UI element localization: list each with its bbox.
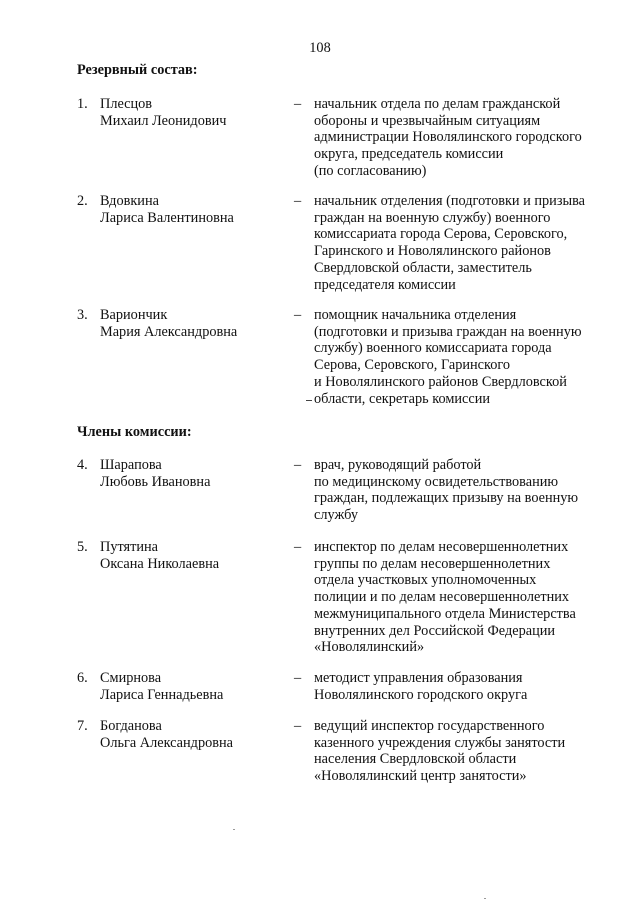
- position-line: помощник начальника отделения: [314, 307, 517, 323]
- position-line: полиции и по делам несовершеннолетних: [314, 589, 570, 606]
- dash-separator: –: [294, 718, 302, 734]
- given-names: Мария Александровна: [100, 323, 238, 340]
- member-position: [314, 718, 607, 785]
- position-line: Новолялинского городского округа: [314, 686, 528, 703]
- position-line: ведущий инспектор государственного: [314, 718, 545, 734]
- page-number: 108: [309, 40, 331, 56]
- member-name: [100, 96, 290, 129]
- item-number: 3.: [77, 307, 88, 323]
- position-line: Гаринского и Новолялинского районов: [314, 243, 551, 260]
- position-line: по медицинскому освидетельствованию: [314, 473, 559, 490]
- surname: Вариончик: [100, 307, 168, 323]
- given-names: Любовь Ивановна: [100, 473, 211, 490]
- position-line: председателя комиссии: [314, 276, 456, 293]
- position-line: отдела участковых уполномоченных: [314, 572, 537, 589]
- position-line: инспектор по делам несовершеннолетних: [314, 539, 569, 555]
- position-line: Свердловской области, заместитель: [314, 259, 532, 276]
- item-number: 4.: [77, 457, 88, 473]
- item-number: 5.: [77, 539, 88, 555]
- position-line: группы по делам несовершеннолетних: [314, 555, 551, 572]
- position-line: и Новолялинского районов Свердловской: [314, 373, 567, 390]
- member-name: [100, 718, 290, 751]
- member-name: [100, 193, 290, 226]
- position-line: методист управления образования: [314, 670, 523, 686]
- position-line: «Новолялинский центр занятости»: [314, 768, 527, 785]
- item-number: 6.: [77, 670, 88, 686]
- dash-separator: –: [294, 96, 302, 112]
- item-number: 7.: [77, 718, 88, 734]
- dash-separator: –: [294, 670, 302, 686]
- position-line: округа, председатель комиссии: [314, 146, 504, 163]
- surname: Путятина: [100, 539, 159, 555]
- section-heading-members: Члены комиссии:: [77, 424, 192, 440]
- position-line: врач, руководящий работой: [314, 457, 482, 473]
- given-names: Лариса Геннадьевна: [100, 686, 224, 703]
- position-line: комиссариата города Серова, Серовского,: [314, 226, 568, 243]
- section-heading-reserve: Резервный состав:: [77, 62, 198, 78]
- dash-separator: –: [294, 457, 302, 473]
- position-line: обороны и чрезвычайным ситуациям: [314, 112, 541, 129]
- member-position: [314, 193, 607, 293]
- position-line: (по согласованию): [314, 162, 427, 179]
- dash-separator: –: [294, 307, 302, 323]
- member-name: [100, 457, 290, 490]
- item-number: 1.: [77, 96, 88, 112]
- surname: Плесцов: [100, 96, 153, 112]
- position-line: службу) военного комиссариата города: [314, 340, 552, 357]
- member-position: [314, 670, 607, 703]
- position-line: граждан на военную службу) военного: [314, 209, 551, 226]
- member-name: [100, 670, 290, 703]
- member-position: [314, 539, 607, 656]
- given-names: Лариса Валентиновна: [100, 209, 234, 226]
- position-line: внутренних дел Российской Федерации: [314, 622, 556, 639]
- given-names: Ольга Александровна: [100, 734, 233, 751]
- position-line: межмуниципального отдела Министерства: [314, 605, 576, 622]
- member-position: [314, 96, 607, 180]
- position-line: «Новолялинский»: [314, 639, 425, 656]
- member-position: [314, 457, 607, 524]
- position-line: казенного учреждения службы занятости: [314, 734, 566, 751]
- member-name: [100, 539, 290, 572]
- member-position: [314, 307, 607, 407]
- position-line: граждан, подлежащих призыву на военную: [314, 490, 579, 507]
- member-name: [100, 307, 290, 340]
- item-number: 2.: [77, 193, 88, 209]
- surname: Шарапова: [100, 457, 162, 473]
- position-line: (подготовки и призыва граждан на военную: [314, 323, 582, 340]
- position-line: начальник отдела по делам гражданской: [314, 96, 561, 112]
- dash-separator: –: [294, 193, 302, 209]
- position-line: области, секретарь комиссии: [314, 391, 607, 408]
- position-line: администрации Новолялинского городского: [314, 129, 582, 146]
- given-names: Михаил Леонидович: [100, 112, 227, 129]
- position-line: начальник отделения (подготовки и призыва: [314, 193, 585, 209]
- scan-speck: [484, 898, 486, 899]
- surname: Вдовкина: [100, 193, 159, 209]
- position-line: службу: [314, 507, 359, 524]
- position-line: населения Свердловской области: [314, 751, 517, 768]
- position-line: Серова, Серовского, Гаринского: [314, 357, 511, 374]
- dash-separator: –: [294, 539, 302, 555]
- scan-speck: [233, 829, 235, 830]
- surname: Смирнова: [100, 670, 162, 686]
- given-names: Оксана Николаевна: [100, 555, 220, 572]
- surname: Богданова: [100, 718, 162, 734]
